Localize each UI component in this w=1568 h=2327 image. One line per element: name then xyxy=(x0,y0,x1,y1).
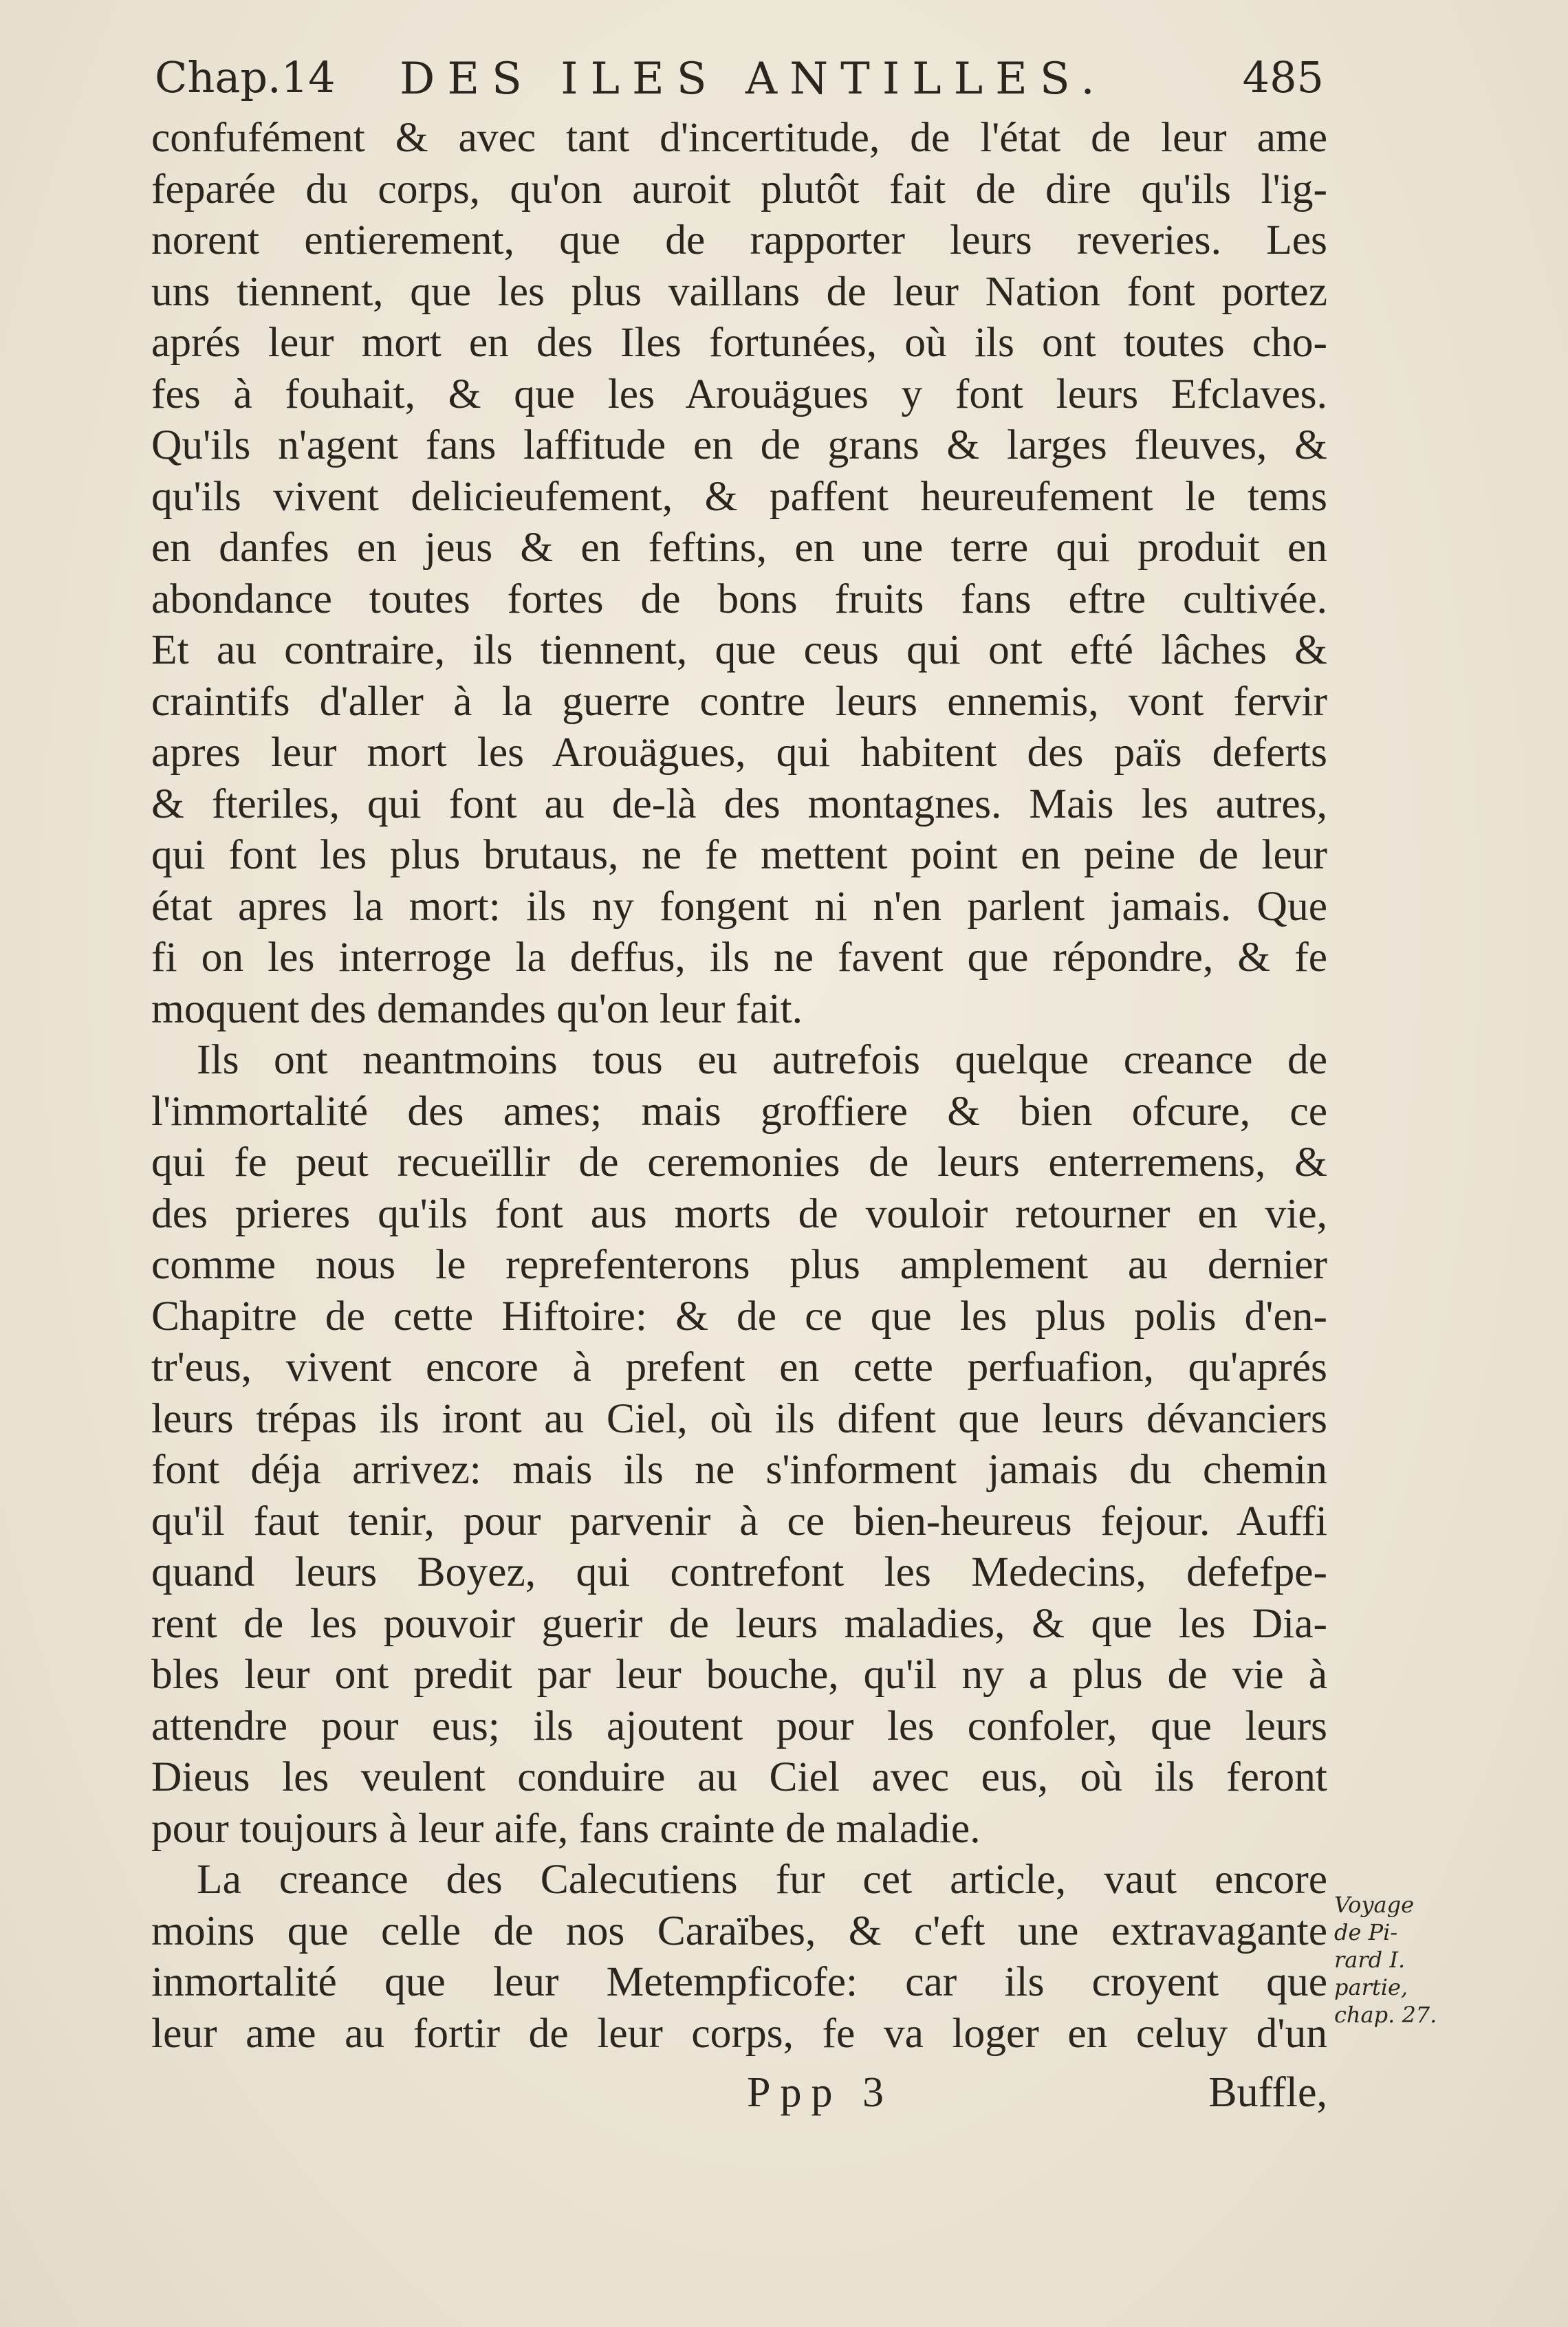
text-line: feparée du corps, qu'on auroit plutôt fait de dire qu'ils l'ig- xyxy=(151,165,1327,212)
text-line: font déja arrivez: mais ils ne s'informent jamais du chemin xyxy=(151,1446,1327,1493)
paragraph-1 xyxy=(151,112,1327,1034)
marginal-note-line: de Pi- xyxy=(1334,1919,1398,1945)
text-line: attendre pour eus; ils ajoutent pour les confoler, que leurs xyxy=(151,1702,1327,1749)
running-title: DES ILES ANTILLES. xyxy=(400,54,1107,105)
text-line: Ils ont neantmoins tous eu autrefois quelque creance de xyxy=(197,1036,1327,1083)
text-line: & fteriles, qui font au de-là des montagnes. Mais les autres, xyxy=(151,780,1327,827)
text-line: Qu'ils n'agent fans laffitude en de grans & larges fleuves, & xyxy=(151,422,1327,468)
paragraph-3 xyxy=(151,1854,1327,2059)
marginal-note-line: chap. 27. xyxy=(1334,2002,1437,2028)
text-line: pour toujours à leur aife, fans crainte de maladie. xyxy=(151,1804,981,1852)
text-line: La creance des Calecutiens fur cet article, vaut encore xyxy=(197,1856,1327,1903)
text-line: Chapitre de cette Hiftoire: & de ce que les plus polis d'en- xyxy=(151,1292,1327,1340)
paragraph-2 xyxy=(151,1034,1327,1854)
page-footer xyxy=(151,2068,1327,2123)
marginal-note-line: rard I. xyxy=(1334,1947,1406,1973)
text-line: quand leurs Boyez, qui contrefont les Medecins, defefpe- xyxy=(151,1549,1327,1595)
text-line: Et au contraire, ils tiennent, que ceus qui ont efté lâches & xyxy=(151,626,1327,673)
chapter-label: Chap.14 xyxy=(155,52,336,102)
signature-mark: Ppp 3 xyxy=(747,2069,893,2116)
text-line: apres leur mort les Arouägues, qui habitent des païs deferts xyxy=(151,729,1327,776)
body-text xyxy=(151,112,1327,2059)
running-header xyxy=(155,52,1324,114)
text-line: état apres la mort: ils ny fongent ni n'en parlent jamais. Que xyxy=(151,882,1327,930)
text-line: qu'ils vivent delicieufement, & paffent heureufement le tems xyxy=(151,472,1327,520)
text-line: rent de les pouvoir guerir de leurs maladies, & que les Dia- xyxy=(151,1599,1327,1647)
text-line: comme nous le reprefenterons plus amplement au dernier xyxy=(151,1241,1327,1288)
text-line: norent entierement, que de rapporter leurs reveries. Les xyxy=(151,217,1327,263)
catchword: Buffle, xyxy=(1208,2069,1327,2116)
text-line: qui fe peut recueïllir de ceremonies de leurs enterremens, & xyxy=(151,1139,1327,1186)
text-line: inmortalité que leur Metempficofe: car ils croyent que xyxy=(151,1958,1327,2005)
text-line: moquent des demandes qu'on leur fait. xyxy=(151,985,803,1032)
text-line: Dieus les veulent conduire au Ciel avec eus, où ils feront xyxy=(151,1754,1327,1800)
page-number: 485 xyxy=(1242,52,1324,102)
text-line: fi on les interroge la deffus, ils ne favent que répondre, & fe xyxy=(151,934,1327,981)
text-line: moins que celle de nos Caraïbes, & c'eft une extravagante xyxy=(151,1907,1327,1954)
text-line: leurs trépas ils iront au Ciel, où ils difent que leurs dévanciers xyxy=(151,1395,1327,1442)
marginal-note-line: partie, xyxy=(1334,1974,1408,2000)
text-line: qui font les plus brutaus, ne fe mettent point en peine de leur xyxy=(151,831,1327,878)
text-line: en danfes en jeus & en feftins, en une terre qui produit en xyxy=(151,524,1327,571)
text-line: craintifs d'aller à la guerre contre leurs ennemis, vont fervir xyxy=(151,677,1327,725)
text-line: aprés leur mort en des Iles fortunées, où ils ont toutes cho- xyxy=(151,319,1327,366)
text-line: l'immortalité des ames; mais groffiere & bien ofcure, ce xyxy=(151,1087,1327,1135)
text-line: leur ame au fortir de leur corps, fe va loger en celuy d'un xyxy=(151,2009,1327,2057)
text-line: bles leur ont predit par leur bouche, qu'il ny a plus de vie à xyxy=(151,1651,1327,1698)
text-line: qu'il faut tenir, pour parvenir à ce bien-heureus fejour. Auffi xyxy=(151,1497,1327,1544)
text-line: fes à fouhait, & que les Arouägues y font leurs Efclaves. xyxy=(151,370,1327,417)
text-line: abondance toutes fortes de bons fruits fans eftre cultivée. xyxy=(151,575,1327,622)
text-line: uns tiennent, que les plus vaillans de leur Nation font portez xyxy=(151,267,1327,315)
marginal-note-line: Voyage xyxy=(1334,1892,1415,1918)
marginal-note xyxy=(1334,1891,1437,2029)
text-line: confufément & avec tant d'incertitude, de l'état de leur ame xyxy=(151,114,1327,161)
text-line: tr'eus, vivent encore à prefent en cette perfuafion, qu'aprés xyxy=(151,1344,1327,1390)
text-line: des prieres qu'ils font aus morts de vouloir retourner en vie, xyxy=(151,1190,1327,1237)
